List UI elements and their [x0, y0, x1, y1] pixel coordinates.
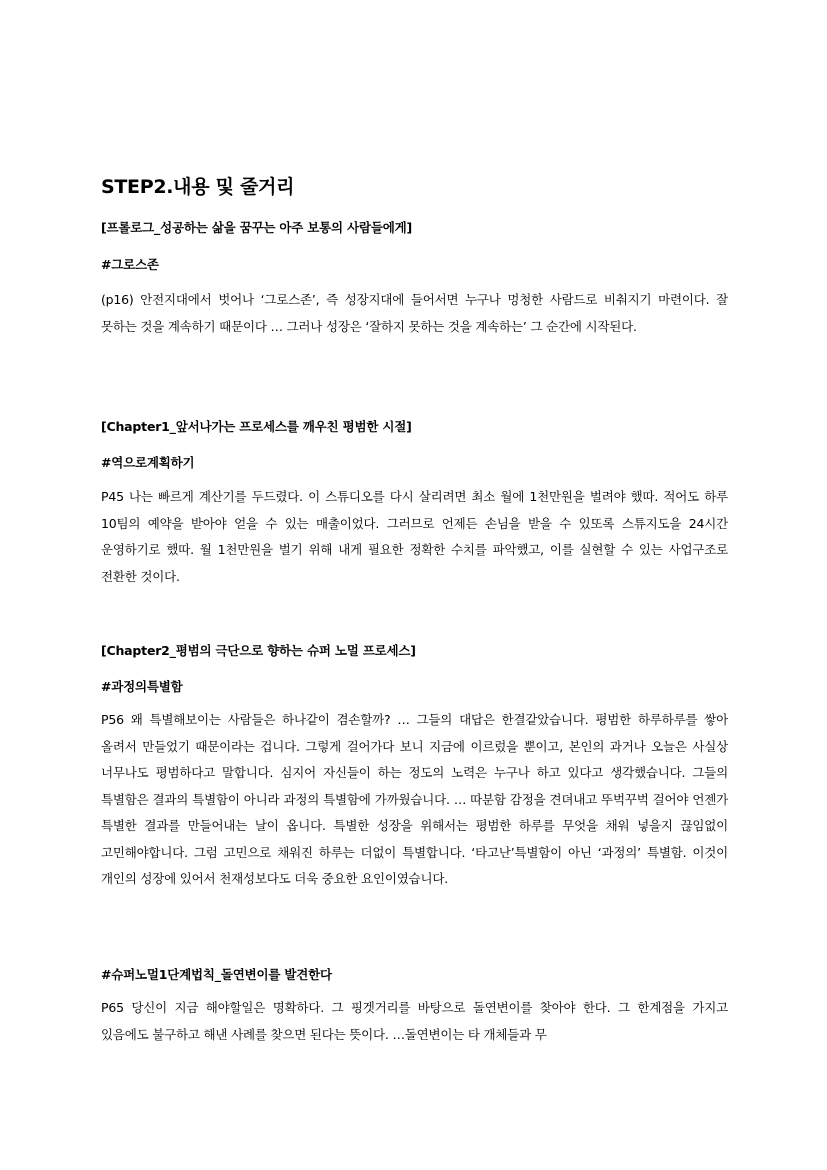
section-tag-growth-zone: #그로스존 — [101, 257, 159, 272]
page-title: STEP2.내용 및 줄거리 — [101, 176, 295, 198]
section-heading-chapter2: [Chapter2_평범의 극단으로 향하는 슈퍼 노멀 프로세스] — [101, 643, 416, 658]
section-tag-process-specialness: #과정의특별함 — [101, 679, 183, 694]
section-body-super-normal-step1: P65 당신이 지금 해야할일은 명확하다. 그 핑겟거리를 바탕으로 돌연변이를 찾아야 한다. 그 한계점을 가지고 있음에도 불구하고 해낸 사례를 찾으면 된다는 뜻이다. …돌연변이는 타 개체들과 무 — [101, 1000, 728, 1042]
section-body-prologue: (p16) 안전지대에서 벗어나 ‘그로스존’, 즉 성장지대에 들어서면 누구나 멍청한 사람드로 비춰지기 마련이다. 잘 못하는 것을 계속하기 때문이다 … 그러나 성장은 ‘잘하지 못하는 것을 계속하는’ 그 순간에 시작된다. — [101, 292, 728, 334]
section-tag-reverse-planning: #역으로계획하기 — [101, 455, 195, 470]
section-heading-prologue: [프롤로그_성공하는 삶을 꿈꾸는 아주 보통의 사람들에게] — [101, 220, 412, 235]
section-body-chapter2: P56 왜 특별해보이는 사람들은 하나같이 겸손할까? … 그들의 대답은 한결같았습니다. 평범한 하루하루를 쌓아 올려서 만들었기 때문이라는 겁니다. 그렇게 걸어가다 보니 지금에 이르렀을 뿐이고, 본인의 과거나 오늘은 사실상 너무나도 평범하다고 말합니다. 심지어 자신들이 하는 정도의 노력은 누구나 하고 있다고 생각했습니다. 그들의 특별함은 결과의 특별함이 아니라 과정의 특별함에 가까웠습니다. … 따분함 감정을 견뎌내고 뚜벅꾸벅 걸어야 언젠가 특별한 결과를 만들어내는 날이 옵니다. 특별한 성장을 위해서는 평범한 하루를 무엇을 채워 넣을지 끊임없이 고민해야합니다. 그럼 고민으로 채워진 하루는 더없이 특별합니다. ‘타고난’특별함이 아닌 ‘과정의’ 특별함. 이것이 개인의 성장에 있어서 천재성보다도 더욱 중요한 요인이였습니다. — [101, 712, 728, 886]
section-heading-chapter1: [Chapter1_앞서나가는 프로세스를 깨우친 평범한 시절] — [101, 419, 412, 434]
section-body-chapter1: P45 나는 빠르게 계산기를 두드렸다. 이 스튜디오를 다시 살리려면 최소 월에 1천만원을 벌려야 했따. 적어도 하루 10팀의 예약을 받아야 얻을 수 있는 매출이었다. 그러므로 언제든 손님을 받을 수 있또록 스튜지도을 24시간 운영하기로 했따. 월 1천만원을 벌기 위해 내게 필요한 정확한 수치를 파악했고, 이를 실현할 수 있는 사업구조로 전환한 것이다. — [101, 489, 728, 584]
section-tag-super-normal-step1: #슈퍼노멀1단계법칙_돌연변이를 발견한다 — [101, 967, 332, 982]
